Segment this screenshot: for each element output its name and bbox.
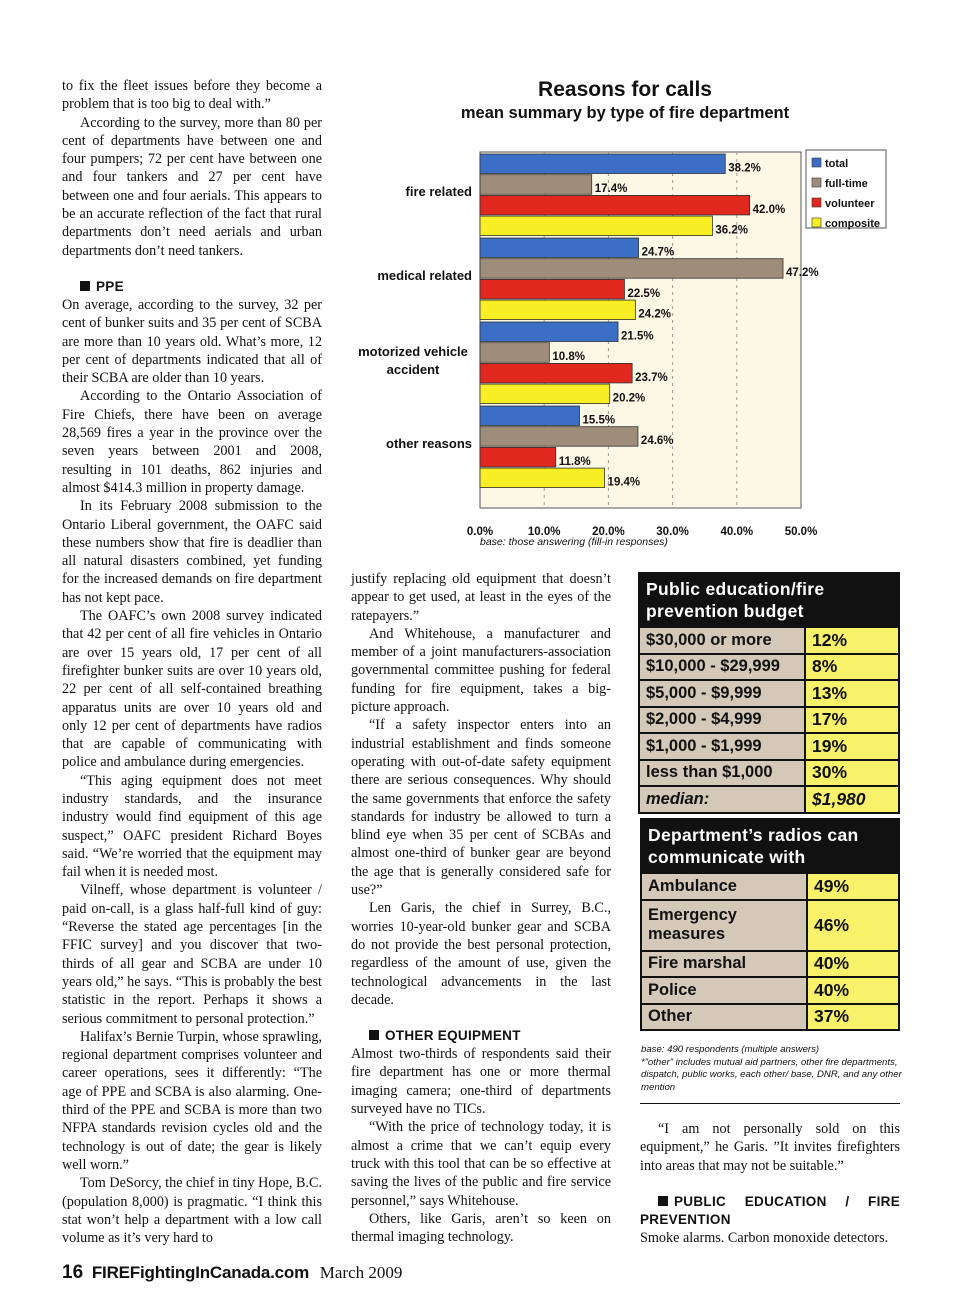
paragraph: And Whitehouse, a manufacturer and member of a joint manufacturers-association governmental committee pushing for federal funding for fire equipment, takes a big-picture approach. [351, 625, 611, 716]
category-label: motorized vehicle [358, 344, 468, 359]
budget-value: 30% [806, 761, 898, 786]
radio-value: 37% [808, 1005, 898, 1030]
paragraph: According to the survey, more than 80 per cent of departments have between one and four pumpers; 72 per cent have between one and four tankers and 27 per cent have between one and four aerials. This appears to be an accurate reflection of the fact that rural departments don’t need aerials and urban departments don’t need tankers. [62, 114, 322, 259]
section-heading-ppe: PPE [62, 278, 322, 296]
x-tick-label: 30.0% [656, 526, 689, 538]
radio-table-rows [640, 872, 900, 1031]
category-label: fire related [405, 184, 472, 199]
footnote-other: *”other” includes mutual aid partners, other fire departments, dispatch, public works, each other/ base, DNR, and any other mention [641, 1056, 902, 1093]
paragraph: “This aging equipment does not meet industry standards, and the insurance industry would find equipment of this age suspect,” OAFC president Richard Boyes said. “We’re worried that the equipment may fail when it is needed most. [62, 772, 322, 881]
x-tick-label: 50.0% [784, 526, 818, 538]
reasons-for-calls-chart [340, 140, 900, 560]
paragraph: to fix the fleet issues before they become a problem that is too big to deal with.” [62, 78, 322, 113]
radio-label: Emergency measures [642, 901, 808, 950]
paragraph: In its February 2008 submission to the Ontario Liberal government, the OAFC said these numbers show that fire is deadlier than all natural disasters combined, yet funding for the increased demands on fire department has not kept pace. [62, 498, 322, 606]
publication-site: FIREFightingInCanada.com [91, 1263, 310, 1282]
bar-value-label: 24.7% [641, 246, 675, 259]
bar-volunteer [480, 447, 556, 467]
bar-value-label: 42.0% [752, 203, 786, 216]
budget-row [640, 653, 898, 680]
article-column-3 [640, 1120, 900, 1247]
bar-volunteer [480, 195, 750, 215]
bar-volunteer [480, 363, 632, 383]
issue-date: March 2009 [319, 1263, 403, 1282]
section-heading-other-equipment: OTHER EQUIPMENT [351, 1027, 611, 1045]
paragraph: Halifax’s Bernie Turpin, whose sprawling, regional department comprises volunteer and career operations, sees it differently: “The age of PPE and SCBA is also alarming. One-third of the PPE and SCBA is more than two NFPA standards revision cycles old and the technology is out of date; the gear is likely well worn.” [62, 1028, 322, 1173]
paragraph: Vilneff, whose department is volunteer / paid on-call, is a glass half-full kind of guy: “Reverse the stated age percentages [in the FFIC survey] and you discover that two-thirds of all gear and SCBA are under 10 years old,” he says. “This is probably the best statistic in the report. Perhaps it shows a serious commitment to personal protection.” [62, 882, 322, 1027]
budget-label: $5,000 - $9,999 [640, 681, 806, 706]
paragraph: “With the price of technology today, it is almost a crime that we can’t equip every truck with this tool that can be so effective at saving the lives of the public and fire service personnel,” says Whitehouse. [351, 1119, 611, 1209]
radio-value: 49% [808, 874, 898, 899]
radio-row [642, 976, 898, 1003]
chart-subtitle: mean summary by type of fire department [460, 104, 790, 122]
bar-value-label: 22.5% [627, 287, 661, 300]
budget-value: $1,980 [806, 787, 898, 812]
paragraph: According to the Ontario Association of Fire Chiefs, there have been on average 28,569 fires a year in the province over the seven years between 2001 and 2008, resulting in 101 deaths, 862 injuries and almost $414.3 million in property damage. [62, 388, 322, 496]
bar-value-label: 21.5% [621, 330, 654, 343]
square-bullet-icon [658, 1196, 668, 1206]
budget-table-rows [638, 626, 900, 814]
legend-swatch-composite [812, 218, 821, 227]
radio-value: 46% [808, 901, 898, 950]
budget-row [640, 626, 898, 653]
section-heading-public-education: PUBLIC EDUCATION / FIRE PREVENTION [640, 1193, 900, 1227]
legend-swatch-volunteer [812, 198, 821, 207]
paragraph: Tom DeSorcy, the chief in tiny Hope, B.C. (population 8,000) is pragmatic. “I think this stat won’t help a department with a low call volume as it’s very hard to [62, 1175, 322, 1247]
radio-row [642, 1003, 898, 1030]
radio-value: 40% [808, 978, 898, 1003]
bar-value-label: 20.2% [612, 392, 646, 405]
bar-composite [480, 216, 712, 236]
bar-value-label: 17.4% [594, 183, 628, 196]
legend-swatch-full-time [812, 178, 821, 187]
x-tick-label: 0.0% [466, 526, 494, 538]
budget-value: 17% [806, 708, 898, 733]
category-label: other reasons [386, 436, 472, 451]
budget-label: $10,000 - $29,999 [640, 655, 806, 680]
legend-swatch-total [812, 158, 821, 167]
bar-value-label: 24.6% [640, 435, 674, 448]
square-bullet-icon [80, 281, 90, 291]
bar-total [480, 154, 725, 174]
budget-row [640, 785, 898, 812]
radio-label: Police [642, 978, 808, 1003]
bar-composite [480, 300, 635, 320]
radio-row [642, 872, 898, 899]
bar-composite [480, 384, 610, 404]
bar-total [480, 322, 618, 342]
budget-value: 19% [806, 734, 898, 759]
paragraph: Smoke alarms. Carbon monoxide detectors. [640, 1229, 889, 1246]
radio-table-footnote [641, 1044, 903, 1094]
radio-table-title: Department’s radios can communicate with [640, 818, 900, 872]
article-column-1 [62, 77, 322, 1247]
radio-label: Other [642, 1005, 808, 1030]
budget-value: 8% [806, 655, 898, 680]
category-label: accident [386, 362, 440, 377]
bar-full-time [480, 259, 783, 279]
bar-value-label: 36.2% [715, 224, 749, 237]
bar-value-label: 23.7% [635, 371, 668, 384]
budget-row [640, 759, 898, 786]
budget-value: 13% [806, 681, 898, 706]
x-tick-label: 40.0% [720, 526, 754, 538]
budget-row [640, 679, 898, 706]
radio-row [642, 950, 898, 977]
legend-label: total [825, 158, 849, 170]
budget-label: median: [640, 787, 806, 812]
square-bullet-icon [369, 1030, 379, 1040]
budget-row [640, 732, 898, 759]
bar-value-label: 47.2% [786, 267, 819, 280]
bar-value-label: 38.2% [728, 162, 761, 175]
bar-value-label: 19.4% [607, 476, 641, 489]
budget-label: $2,000 - $4,999 [640, 708, 806, 733]
chart-base-note: base: those answering (fill-in responses) [480, 536, 668, 548]
radio-table [640, 818, 900, 1031]
paragraph: “If a safety inspector enters into an industrial establishment and finds someone operating with out-of-date safety equipment there are serious consequences. Why should the same governments that enforce the safety standards for industry be allowed to turn a blind eye when 35 per cent of SCBAs and almost one-third of bunker gear are beyond the age that is generally considered safe for use?” [351, 717, 611, 899]
bar-total [480, 406, 580, 426]
chart-title: Reasons for calls [538, 78, 712, 101]
paragraph: “I am not personally sold on this equipment,” he Garis. ”It invites firefighters into areas that may not be suitable.” [640, 1121, 900, 1174]
x-tick-label: 10.0% [527, 526, 561, 538]
footnote-base: base: 490 respondents (multiple answers) [641, 1044, 820, 1055]
paragraph: The OAFC’s own 2008 survey indicated that 42 per cent of all fire vehicles in Ontario are over 15 years old, 17 per cent of all firefighter bunker suits are over 10 years old, 22 per cent of all self-contained breathing apparatus units are over 10 years old and only 12 per cent of departments have radios that are capable of communicating with police and ambulance during emergencies. [62, 608, 322, 771]
page-number: 16 [62, 1262, 84, 1283]
x-tick-label: 20.0% [592, 526, 625, 538]
paragraph: On average, according to the survey, 32 per cent of bunker suits and 35 per cent of SCBA are more than 10 years old. What’s more, 12 per cent of departments indicated that all of their SCBA are older than 10 years. [62, 296, 322, 387]
budget-label: $30,000 or more [640, 628, 806, 653]
bar-full-time [480, 175, 592, 195]
budget-label: less than $1,000 [640, 761, 806, 786]
divider [640, 1103, 900, 1104]
bar-composite [480, 468, 605, 488]
radio-value: 40% [808, 952, 898, 977]
radio-row [642, 899, 898, 950]
legend-label: full-time [825, 178, 868, 190]
bar-full-time [480, 343, 549, 363]
bar-value-label: 15.5% [582, 414, 616, 427]
budget-label: $1,000 - $1,999 [640, 734, 806, 759]
page-footer [62, 1262, 402, 1284]
budget-table-title: Public education/fire prevention budget [638, 572, 900, 626]
paragraph: Almost two-thirds of respondents said their fire department has one or more thermal imaging camera; one-third of departments surveyed have no TICs. [351, 1046, 611, 1118]
budget-value: 12% [806, 628, 898, 653]
article-column-2 [351, 570, 611, 1246]
paragraph: Others, like Garis, aren’t so keen on thermal imaging technology. [351, 1210, 611, 1246]
category-label: medical related [377, 268, 472, 283]
radio-label: Ambulance [642, 874, 808, 899]
bar-volunteer [480, 279, 624, 299]
bar-total [480, 238, 639, 258]
bar-value-label: 10.8% [552, 351, 585, 364]
paragraph: justify replacing old equipment that doesn’t appear to get used, at least in the eyes of the ratepayers.” [351, 571, 611, 624]
radio-label: Fire marshal [642, 952, 808, 977]
bar-full-time [480, 427, 638, 447]
bar-value-label: 24.2% [638, 308, 671, 321]
budget-row [640, 706, 898, 733]
bar-value-label: 11.8% [558, 455, 591, 468]
legend-label: composite [825, 218, 881, 230]
legend-label: volunteer [825, 198, 875, 210]
budget-table [638, 572, 900, 814]
paragraph: Len Garis, the chief in Surrey, B.C., worries 10-year-old bunker gear and SCBA do not provide the best personal protection, regardless of the amount of use, given the technological advancements in the last decade. [351, 900, 611, 1008]
